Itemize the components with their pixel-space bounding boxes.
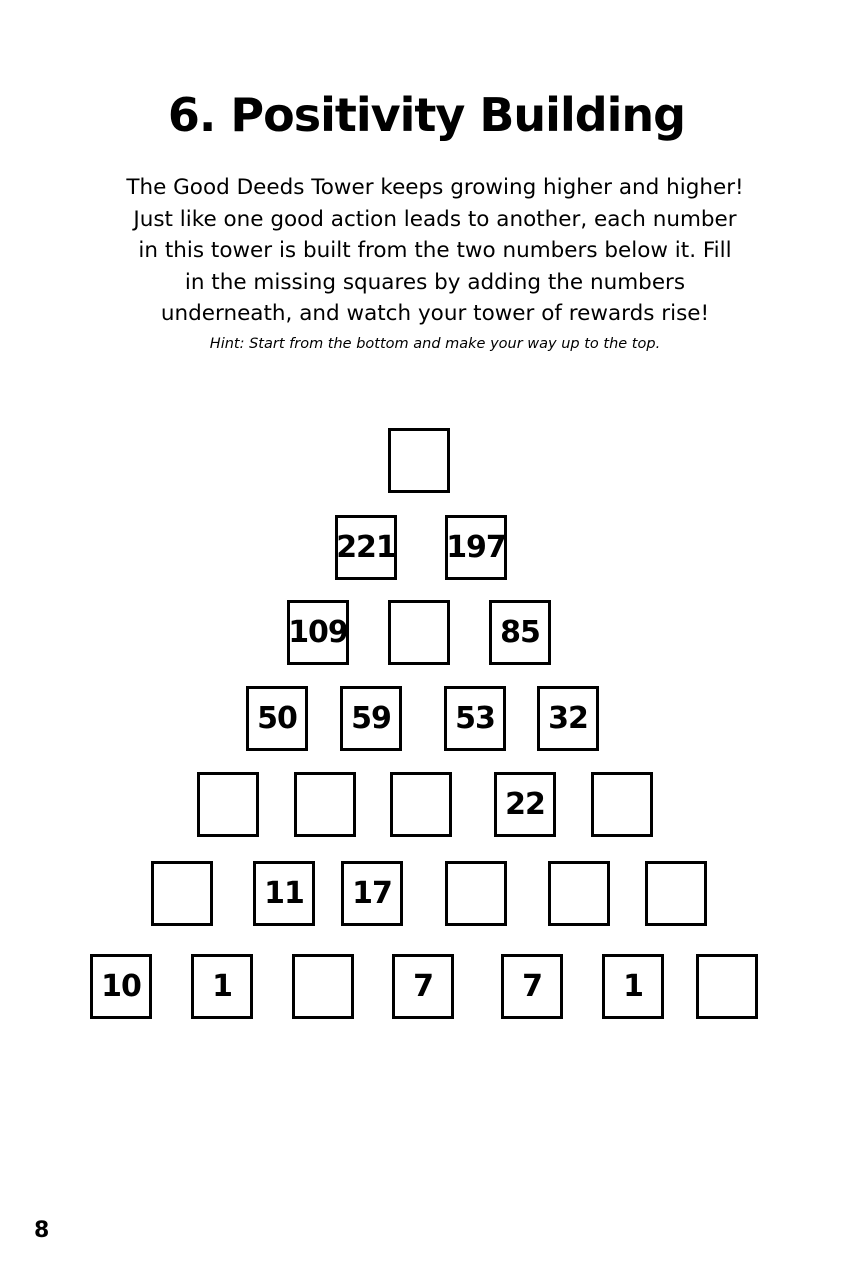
blank-square[interactable] [197, 772, 259, 837]
number-square: 109 [287, 600, 349, 665]
instructions-text [100, 172, 770, 330]
number-square: 10 [90, 954, 152, 1019]
instructions-line: The Good Deeds Tower keeps growing higher and higher! [126, 175, 744, 200]
number-square: 11 [253, 861, 315, 926]
number-square: 7 [392, 954, 454, 1019]
blank-square[interactable] [294, 772, 356, 837]
number-square: 1 [602, 954, 664, 1019]
number-square: 85 [489, 600, 551, 665]
page-number: 8 [34, 1218, 50, 1243]
number-square: 1 [191, 954, 253, 1019]
instructions-line: underneath, and watch your tower of rewards rise! [160, 301, 710, 326]
number-square: 7 [501, 954, 563, 1019]
instructions-line: in the missing squares by adding the numbers [184, 269, 686, 295]
number-square: 53 [444, 686, 506, 751]
page-title: 6. Positivity Building [167, 88, 686, 142]
number-square: 59 [340, 686, 402, 751]
blank-square[interactable] [388, 600, 450, 665]
blank-square[interactable] [445, 861, 507, 926]
blank-square[interactable] [390, 772, 452, 837]
hint-text: Hint: Start from the bottom and make your way up to the top. [209, 335, 661, 352]
number-square: 50 [246, 686, 308, 751]
number-square: 32 [537, 686, 599, 751]
blank-square[interactable] [696, 954, 758, 1019]
number-square: 22 [494, 772, 556, 837]
number-square: 197 [445, 515, 507, 580]
blank-square[interactable] [591, 772, 653, 837]
number-square: 221 [335, 515, 397, 580]
blank-square[interactable] [292, 954, 354, 1019]
number-square: 17 [341, 861, 403, 926]
blank-square[interactable] [151, 861, 213, 926]
blank-square[interactable] [548, 861, 610, 926]
instructions-line: in this tower is built from the two numbers below it. Fill [138, 238, 732, 263]
instructions-line: Just like one good action leads to another, each number [133, 206, 737, 232]
blank-square[interactable] [388, 428, 450, 493]
instructions [100, 172, 770, 354]
blank-square[interactable] [645, 861, 707, 926]
